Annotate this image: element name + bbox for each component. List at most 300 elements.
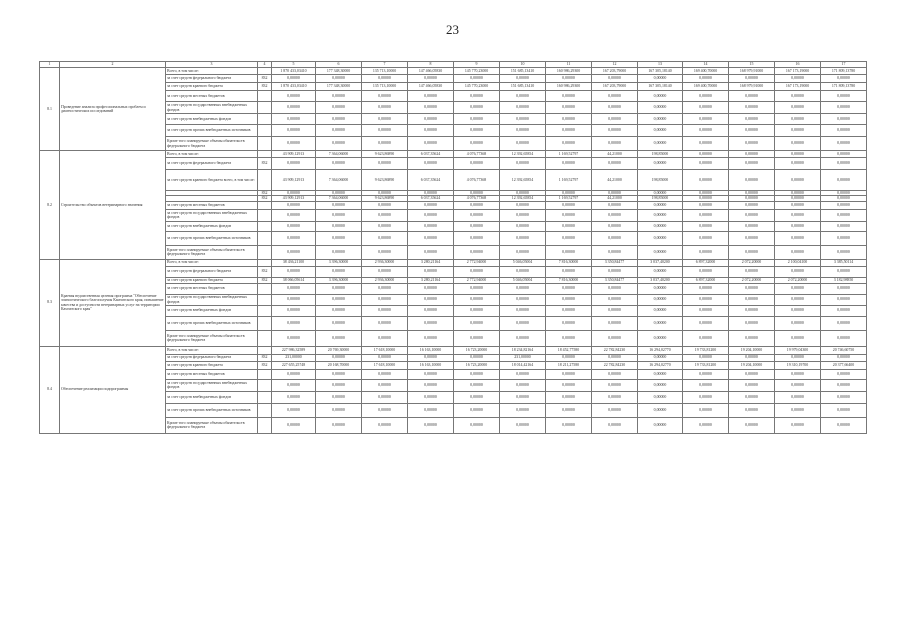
amount-cell: 0,00000 bbox=[729, 379, 775, 391]
amount-cell: 0,00000 bbox=[683, 102, 729, 114]
amount-cell: 1 169,52797 bbox=[546, 151, 592, 158]
amount-cell: 3 350,84477 bbox=[592, 259, 638, 266]
amount-cell: 0,00000 bbox=[408, 305, 454, 316]
amount-cell: 0,00000 bbox=[821, 266, 867, 277]
amount-cell: 0,00000 bbox=[272, 102, 316, 114]
amount-cell: 2 072,20000 bbox=[775, 277, 821, 283]
amount-cell: 0,00000 bbox=[821, 151, 867, 158]
amount-cell: 0,00000 bbox=[500, 379, 546, 391]
amount-cell: 0,00000 bbox=[546, 403, 592, 417]
amount-cell: 0,00000 bbox=[775, 201, 821, 209]
amount-cell: 0,00000 bbox=[821, 209, 867, 221]
amount-cell: 0,00000 bbox=[500, 294, 546, 305]
amount-cell: 0,00000 bbox=[638, 102, 683, 114]
amount-cell: 0,00000 bbox=[546, 417, 592, 433]
amount-cell: 0,00000 bbox=[546, 191, 592, 196]
amount-cell: 0,00000 bbox=[316, 316, 362, 330]
amount-cell: 0,00000 bbox=[729, 305, 775, 316]
funding-source-label: за счет средств государственных внебюджетных фондов bbox=[166, 294, 258, 305]
amount-cell: 0,00000 bbox=[775, 305, 821, 316]
grbs-code bbox=[258, 283, 272, 294]
amount-cell: 0,00000 bbox=[546, 266, 592, 277]
amount-cell: 0,00000 bbox=[821, 316, 867, 330]
amount-cell: 0,00000 bbox=[546, 231, 592, 245]
grbs-code bbox=[258, 245, 272, 259]
grbs-code bbox=[258, 125, 272, 137]
amount-cell: 0,00000 bbox=[775, 75, 821, 83]
amount-cell: 0,00000 bbox=[362, 305, 408, 316]
amount-cell: 0,00000 bbox=[546, 201, 592, 209]
amount-cell: 2 072,20000 bbox=[729, 277, 775, 283]
amount-cell: 0,00000 bbox=[592, 369, 638, 379]
grbs-code: 832 bbox=[258, 158, 272, 170]
amount-cell: 0,00000 bbox=[683, 330, 729, 346]
amount-cell: 0,00000 bbox=[638, 266, 683, 277]
amount-cell: 0,00000 bbox=[500, 137, 546, 151]
amount-cell: 18 234,82164 bbox=[500, 346, 546, 354]
amount-cell: 0,00000 bbox=[683, 91, 729, 102]
amount-cell: 18 452,77580 bbox=[546, 346, 592, 354]
amount-cell: 3 182,98850 bbox=[821, 277, 867, 283]
amount-cell: 0,00000 bbox=[683, 417, 729, 433]
grbs-code: 832 bbox=[258, 196, 272, 201]
amount-cell: 6 037,35624 bbox=[408, 151, 454, 158]
amount-cell: 0,00000 bbox=[546, 330, 592, 346]
amount-cell: 0,00000 bbox=[729, 91, 775, 102]
amount-cell: 0,00000 bbox=[316, 330, 362, 346]
amount-cell: 19 733,81200 bbox=[683, 346, 729, 354]
budget-table bbox=[39, 61, 867, 434]
amount-cell: 3 396,30000 bbox=[316, 277, 362, 283]
funding-source-label: за счет средств государственных внебюджетных фондов bbox=[166, 209, 258, 221]
grbs-code bbox=[258, 231, 272, 245]
amount-cell: 0,00000 bbox=[821, 114, 867, 125]
amount-cell: 0,00000 bbox=[592, 391, 638, 403]
grbs-code: 832 bbox=[258, 83, 272, 91]
amount-cell: 19 204,10000 bbox=[729, 361, 775, 369]
amount-cell: 0,00000 bbox=[454, 330, 500, 346]
grbs-code bbox=[258, 201, 272, 209]
amount-cell: 0,00000 bbox=[500, 417, 546, 433]
amount-cell: 0,00000 bbox=[729, 114, 775, 125]
amount-cell: 0,00000 bbox=[638, 379, 683, 391]
funding-source-label: за счет средств государственных внебюджетных фондов bbox=[166, 102, 258, 114]
amount-cell: 0,00000 bbox=[729, 403, 775, 417]
amount-cell: 0,00000 bbox=[316, 114, 362, 125]
amount-cell: 19 979,04300 bbox=[775, 346, 821, 354]
amount-cell: 0,00000 bbox=[500, 221, 546, 231]
amount-cell: 0,00000 bbox=[592, 191, 638, 196]
amount-cell: 147 466,05830 bbox=[408, 68, 454, 75]
funding-source-label: Кроме того планируемые объемы обязательств федерального бюджета bbox=[166, 417, 258, 433]
amount-cell: 0,00000 bbox=[316, 245, 362, 259]
amount-cell: 0,00000 bbox=[729, 102, 775, 114]
amount-cell: 0,00000 bbox=[272, 75, 316, 83]
amount-cell: 0,00000 bbox=[500, 369, 546, 379]
amount-cell: 0,00000 bbox=[821, 379, 867, 391]
amount-cell: 0,00000 bbox=[408, 330, 454, 346]
amount-cell: 0,00000 bbox=[546, 305, 592, 316]
amount-cell: 177 348,30000 bbox=[316, 68, 362, 75]
amount-cell: 0,00000 bbox=[454, 391, 500, 403]
amount-cell: 0,00000 bbox=[362, 137, 408, 151]
section-number: 8.2 bbox=[40, 151, 60, 260]
amount-cell: 16 723,20000 bbox=[454, 361, 500, 369]
amount-cell: 0,00000 bbox=[546, 209, 592, 221]
amount-cell: 0,00000 bbox=[775, 316, 821, 330]
grbs-code bbox=[258, 369, 272, 379]
amount-cell: 0,00000 bbox=[546, 91, 592, 102]
section-name: Краевая ведомственная целевая программа "Обеспечение эпизоотического благополучия Камчатского края, повышение качества и доступности ветеринарных услуг на территории Камчатского края" bbox=[60, 259, 166, 346]
amount-cell: 0,00000 bbox=[500, 75, 546, 83]
funding-source-label: за счет средств местных бюджетов bbox=[166, 201, 258, 209]
amount-cell: 0,00000 bbox=[821, 201, 867, 209]
amount-cell: 0,00000 bbox=[362, 369, 408, 379]
amount-cell: 0,00000 bbox=[408, 245, 454, 259]
amount-cell: 0,00000 bbox=[272, 209, 316, 221]
amount-cell: 0,00000 bbox=[362, 91, 408, 102]
amount-cell: 43 909,12913 bbox=[272, 151, 316, 158]
amount-cell: 0,00000 bbox=[729, 125, 775, 137]
amount-cell: 0,00000 bbox=[683, 114, 729, 125]
amount-cell: 16 723,20000 bbox=[454, 346, 500, 354]
amount-cell: 0,00000 bbox=[775, 330, 821, 346]
amount-cell: 0,00000 bbox=[775, 294, 821, 305]
amount-cell: 0,00000 bbox=[408, 294, 454, 305]
column-number: 3 bbox=[166, 62, 258, 68]
amount-cell: 18 014,42164 bbox=[500, 361, 546, 369]
amount-cell: 0,00000 bbox=[729, 330, 775, 346]
amount-cell: 0,00000 bbox=[362, 245, 408, 259]
grbs-code bbox=[258, 346, 272, 354]
amount-cell: 0,00000 bbox=[408, 316, 454, 330]
funding-source-label: Всего, в том числе: bbox=[166, 151, 258, 158]
grbs-code bbox=[258, 391, 272, 403]
amount-cell: 0,00000 bbox=[408, 75, 454, 83]
amount-cell: 0,00000 bbox=[592, 75, 638, 83]
amount-cell: 0,00000 bbox=[546, 114, 592, 125]
funding-source-label: за счет средств внебюджетных фондов bbox=[166, 391, 258, 403]
amount-cell: 7 816,30000 bbox=[546, 277, 592, 283]
amount-cell: 0,00000 bbox=[683, 231, 729, 245]
column-number: 4 bbox=[258, 62, 272, 68]
amount-cell: 0,00000 bbox=[454, 201, 500, 209]
amount-cell: 0,00000 bbox=[316, 75, 362, 83]
amount-cell: 3 280,21164 bbox=[408, 259, 454, 266]
funding-source-label: за счет средств государственных внебюджетных фондов bbox=[166, 379, 258, 391]
amount-cell: 0,00000 bbox=[592, 209, 638, 221]
amount-cell: 0,00000 bbox=[500, 283, 546, 294]
amount-cell: 0,00000 bbox=[638, 114, 683, 125]
amount-cell: 0,00000 bbox=[775, 102, 821, 114]
amount-cell: 0,00000 bbox=[408, 158, 454, 170]
amount-cell: 0,00000 bbox=[638, 354, 683, 361]
amount-cell: 0,00000 bbox=[454, 125, 500, 137]
amount-cell: 0,00000 bbox=[821, 221, 867, 231]
amount-cell: 0,00000 bbox=[454, 102, 500, 114]
section-name: Обеспечение реализации подпрограммы bbox=[60, 346, 166, 433]
amount-cell: 171 809,13780 bbox=[821, 83, 867, 91]
amount-cell: 0,00000 bbox=[638, 221, 683, 231]
amount-cell: 20 377,66400 bbox=[821, 361, 867, 369]
amount-cell: 0,00000 bbox=[821, 125, 867, 137]
amount-cell: 171 809,13780 bbox=[821, 68, 867, 75]
amount-cell: 0,00000 bbox=[683, 209, 729, 221]
amount-cell: 168 979,91000 bbox=[729, 83, 775, 91]
amount-cell: 0,00000 bbox=[500, 330, 546, 346]
amount-cell: 0,00000 bbox=[821, 369, 867, 379]
amount-cell: 0,00000 bbox=[775, 221, 821, 231]
amount-cell: 0,00000 bbox=[592, 330, 638, 346]
section-number: 8.3 bbox=[40, 259, 60, 346]
funding-source-label: Всего, в том числе: bbox=[166, 346, 258, 354]
amount-cell: 0,00000 bbox=[729, 170, 775, 191]
column-number: 11 bbox=[546, 62, 592, 68]
grbs-code: 832 bbox=[258, 191, 272, 196]
amount-cell: 0,00000 bbox=[638, 137, 683, 151]
amount-cell: 0,00000 bbox=[316, 417, 362, 433]
amount-cell: 0,00000 bbox=[546, 391, 592, 403]
amount-cell: 0,00000 bbox=[683, 75, 729, 83]
amount-cell: 0,00000 bbox=[546, 245, 592, 259]
amount-cell: 0,00000 bbox=[454, 75, 500, 83]
amount-cell: 177 348,30000 bbox=[316, 83, 362, 91]
amount-cell: 0,00000 bbox=[729, 369, 775, 379]
amount-cell: 20 168,70000 bbox=[316, 361, 362, 369]
amount-cell: 0,00000 bbox=[454, 221, 500, 231]
funding-source-label: за счет средств прочих внебюджетных источников bbox=[166, 231, 258, 245]
amount-cell: 227 655,25748 bbox=[272, 361, 316, 369]
amount-cell: 0,00000 bbox=[729, 417, 775, 433]
amount-cell: 16 163,10000 bbox=[408, 361, 454, 369]
amount-cell: 0,00000 bbox=[362, 231, 408, 245]
amount-cell: 0,00000 bbox=[272, 91, 316, 102]
amount-cell: 0,00000 bbox=[454, 316, 500, 330]
amount-cell: 4 076,77368 bbox=[454, 196, 500, 201]
amount-cell: 167 305,18140 bbox=[638, 68, 683, 75]
amount-cell: 0,00000 bbox=[546, 379, 592, 391]
amount-cell: 0,00000 bbox=[729, 221, 775, 231]
amount-cell: 0,00000 bbox=[546, 294, 592, 305]
grbs-code bbox=[258, 151, 272, 158]
amount-cell: 4 076,77368 bbox=[454, 151, 500, 158]
amount-cell: 0,00000 bbox=[272, 245, 316, 259]
amount-cell: 0,00000 bbox=[775, 245, 821, 259]
amount-cell: 0,00000 bbox=[729, 201, 775, 209]
amount-cell: 3 280,21164 bbox=[408, 277, 454, 283]
amount-cell: 0,00000 bbox=[500, 102, 546, 114]
funding-source-label: за счет средств краевого бюджета bbox=[166, 361, 258, 369]
amount-cell: 0,00000 bbox=[775, 231, 821, 245]
amount-cell: 0,00000 bbox=[683, 283, 729, 294]
amount-cell: 0,00000 bbox=[408, 231, 454, 245]
amount-cell: 0,00000 bbox=[362, 191, 408, 196]
amount-cell: 167 173,19000 bbox=[775, 68, 821, 75]
amount-cell: 6 037,35624 bbox=[408, 196, 454, 201]
amount-cell: 0,00000 bbox=[362, 316, 408, 330]
amount-cell: 0,00000 bbox=[592, 102, 638, 114]
funding-source-label: за счет средств внебюджетных фондов bbox=[166, 305, 258, 316]
amount-cell: 0,00000 bbox=[408, 114, 454, 125]
amount-cell: 0,00000 bbox=[316, 391, 362, 403]
grbs-code bbox=[258, 170, 272, 191]
table-row bbox=[40, 259, 867, 266]
amount-cell: 0,00000 bbox=[408, 417, 454, 433]
amount-cell: 0,00000 bbox=[408, 102, 454, 114]
amount-cell: 0,00000 bbox=[500, 305, 546, 316]
amount-cell: 19 310,19700 bbox=[775, 361, 821, 369]
amount-cell: 0,00000 bbox=[454, 379, 500, 391]
amount-cell: 0,00000 bbox=[683, 245, 729, 259]
amount-cell: 0,00000 bbox=[408, 125, 454, 137]
amount-cell: 0,00000 bbox=[500, 125, 546, 137]
amount-cell: 0,00000 bbox=[408, 209, 454, 221]
amount-cell: 0,00000 bbox=[362, 354, 408, 361]
amount-cell: 0,00000 bbox=[592, 245, 638, 259]
amount-cell: 0,00000 bbox=[408, 379, 454, 391]
amount-cell: 0,00000 bbox=[683, 369, 729, 379]
amount-cell: 0,00000 bbox=[500, 266, 546, 277]
amount-cell: 0,00000 bbox=[638, 201, 683, 209]
grbs-code bbox=[258, 221, 272, 231]
amount-cell: 0,00000 bbox=[775, 266, 821, 277]
amount-cell: 0,00000 bbox=[316, 191, 362, 196]
amount-cell: 16 294,02770 bbox=[638, 346, 683, 354]
funding-source-label: Кроме того планируемые объемы обязательств федерального бюджета bbox=[166, 330, 258, 346]
amount-cell: 0,00000 bbox=[775, 403, 821, 417]
amount-cell: 43 909,12913 bbox=[272, 170, 316, 191]
amount-cell: 22 782,84230 bbox=[592, 346, 638, 354]
amount-cell: 167 203,79000 bbox=[592, 68, 638, 75]
amount-cell: 2 100,04100 bbox=[775, 259, 821, 266]
amount-cell: 0,00000 bbox=[592, 137, 638, 151]
amount-cell: 0,00000 bbox=[729, 231, 775, 245]
amount-cell: 151 685,13410 bbox=[500, 83, 546, 91]
amount-cell: 5 046,05004 bbox=[500, 277, 546, 283]
amount-cell: 0,00000 bbox=[683, 391, 729, 403]
amount-cell: 0,00000 bbox=[500, 231, 546, 245]
column-number: 8 bbox=[408, 62, 454, 68]
amount-cell: 0,00000 bbox=[775, 137, 821, 151]
amount-cell: 169 400,70000 bbox=[683, 68, 729, 75]
amount-cell: 2 936,30000 bbox=[362, 277, 408, 283]
amount-cell: 198,85000 bbox=[638, 196, 683, 201]
amount-cell: 6 897,32000 bbox=[683, 259, 729, 266]
amount-cell: 0,00000 bbox=[592, 231, 638, 245]
amount-cell: 0,00000 bbox=[316, 266, 362, 277]
funding-source-label: за счет средств внебюджетных фондов bbox=[166, 221, 258, 231]
amount-cell: 20 769,30000 bbox=[316, 346, 362, 354]
amount-cell: 151 685,13410 bbox=[500, 68, 546, 75]
amount-cell: 0,00000 bbox=[546, 316, 592, 330]
amount-cell: 0,00000 bbox=[821, 245, 867, 259]
amount-cell: 0,00000 bbox=[821, 403, 867, 417]
amount-cell: 17 618,10000 bbox=[362, 346, 408, 354]
amount-cell: 0,00000 bbox=[729, 209, 775, 221]
amount-cell: 0,00000 bbox=[362, 283, 408, 294]
amount-cell: 0,00000 bbox=[775, 209, 821, 221]
amount-cell: 0,00000 bbox=[729, 158, 775, 170]
column-number: 17 bbox=[821, 62, 867, 68]
amount-cell: 0,00000 bbox=[821, 170, 867, 191]
amount-cell: 0,00000 bbox=[546, 354, 592, 361]
section-number: 8.1 bbox=[40, 68, 60, 151]
column-number: 13 bbox=[638, 62, 683, 68]
amount-cell: 0,00000 bbox=[638, 316, 683, 330]
amount-cell: 0,00000 bbox=[546, 369, 592, 379]
amount-cell: 16 294,02770 bbox=[638, 361, 683, 369]
grbs-code bbox=[258, 209, 272, 221]
amount-cell: 16 163,10000 bbox=[408, 346, 454, 354]
funding-source-label: за счет средств местных бюджетов bbox=[166, 91, 258, 102]
amount-cell: 0,00000 bbox=[821, 283, 867, 294]
amount-cell: 0,00000 bbox=[272, 369, 316, 379]
amount-cell: 0,00000 bbox=[454, 114, 500, 125]
grbs-code: 832 bbox=[258, 361, 272, 369]
amount-cell: 160 986,29300 bbox=[546, 68, 592, 75]
amount-cell: 0,00000 bbox=[500, 391, 546, 403]
amount-cell: 0,00000 bbox=[362, 221, 408, 231]
amount-cell: 0,00000 bbox=[821, 102, 867, 114]
amount-cell: 0,00000 bbox=[546, 137, 592, 151]
amount-cell: 0,00000 bbox=[638, 417, 683, 433]
amount-cell: 0,00000 bbox=[408, 221, 454, 231]
amount-cell: 147 466,05830 bbox=[408, 83, 454, 91]
amount-cell: 0,00000 bbox=[316, 354, 362, 361]
amount-cell: 0,00000 bbox=[500, 403, 546, 417]
amount-cell: 0,00000 bbox=[638, 330, 683, 346]
amount-cell: 0,00000 bbox=[408, 137, 454, 151]
grbs-code bbox=[258, 91, 272, 102]
amount-cell: 0,00000 bbox=[272, 137, 316, 151]
amount-cell: 0,00000 bbox=[683, 266, 729, 277]
amount-cell: 0,00000 bbox=[592, 305, 638, 316]
funding-source-label: Кроме того планируемые объемы обязательств федерального бюджета bbox=[166, 245, 258, 259]
amount-cell: 0,00000 bbox=[316, 137, 362, 151]
amount-cell: 0,00000 bbox=[638, 125, 683, 137]
funding-source-label: Кроме того планируемые объемы обязательств федерального бюджета bbox=[166, 137, 258, 151]
amount-cell: 0,00000 bbox=[592, 91, 638, 102]
amount-cell: 0,00000 bbox=[821, 330, 867, 346]
amount-cell: 0,00000 bbox=[454, 209, 500, 221]
amount-cell: 3 037,40200 bbox=[638, 259, 683, 266]
column-number: 5 bbox=[272, 62, 316, 68]
amount-cell: 0,00000 bbox=[454, 245, 500, 259]
amount-cell: 0,00000 bbox=[408, 403, 454, 417]
amount-cell: 0,00000 bbox=[362, 379, 408, 391]
amount-cell: 0,00000 bbox=[546, 125, 592, 137]
amount-cell: 0,00000 bbox=[729, 283, 775, 294]
amount-cell: 19 204,10000 bbox=[729, 346, 775, 354]
amount-cell: 0,00000 bbox=[592, 379, 638, 391]
amount-cell: 0,00000 bbox=[638, 294, 683, 305]
amount-cell: 0,00000 bbox=[821, 137, 867, 151]
funding-source-label: за счет средств местных бюджетов bbox=[166, 283, 258, 294]
amount-cell: 0,00000 bbox=[683, 294, 729, 305]
amount-cell: 0,00000 bbox=[272, 114, 316, 125]
grbs-code bbox=[258, 330, 272, 346]
column-number: 6 bbox=[316, 62, 362, 68]
amount-cell: 0,00000 bbox=[500, 158, 546, 170]
amount-cell: 0,00000 bbox=[683, 379, 729, 391]
amount-cell: 3 385,50114 bbox=[821, 259, 867, 266]
funding-source-label: за счет средств прочих внебюджетных источников bbox=[166, 316, 258, 330]
amount-cell: 43 909,12913 bbox=[272, 196, 316, 201]
amount-cell: 0,00000 bbox=[362, 158, 408, 170]
amount-cell: 0,00000 bbox=[316, 125, 362, 137]
amount-cell: 0,00000 bbox=[683, 151, 729, 158]
grbs-code bbox=[258, 114, 272, 125]
